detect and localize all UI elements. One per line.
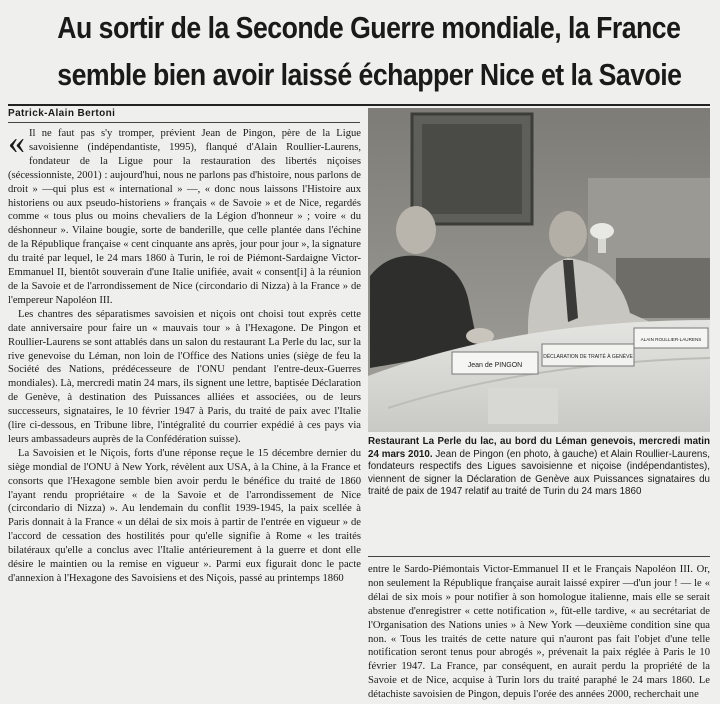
left-column [8,127,361,704]
svg-text:Jean de PINGON: Jean de PINGON [467,362,523,369]
byline-rule [8,122,360,123]
svg-text:ALAIN ROULLIER-LAURENS: ALAIN ROULLIER-LAURENS [640,337,702,342]
right-column [368,563,710,704]
left-paragraph-2: Les chantres des séparatismes savoisien et niçois ont choisi tout exprès cette date anniversaire pour faire un « mauvais tour » à l'Hexagone. De Pingon et Roullier-Laurens se sont attablés dans un salon du restaurant La Perle du lac, sur la rive genevoise du Léman, non loin de l'Office des Nations unies (siège de feu la Société des Nations, prédécesseure de l'ONU pendant l'entre-deux-Guerres mondiales). Là, mercredi matin 24 mars, ils signent une lettre, baptisée Déclaration de Genève, à destination des Puissances alliées et associées, ou de leurs successeurs, signataires, le 10 février 1947 à Paris, du traité de paix avec l'Italie (lire ci-dessous, en Tribune libre, l'intégralité du courrier expédié à ces pays via leurs ambassadeurs auprès de la Confédération suisse). [8,308,361,445]
photo-caption [368,436,710,499]
headline-line-1: Au sortir de la Seconde Guerre mondiale, la France [57,10,681,45]
document [488,388,558,424]
left-paragraph-1 [8,127,361,308]
left-paragraph-1-text: Il ne faut pas s'y tromper, prévient Jean de Pingon, père de la Ligue savoisienne (indépendantiste, 1995), flanqué d'Alain Roullier-Laurens, fondateur de la Ligue pour la restauration des libertés niçoises (sécessionniste, 2001) : aujourd'hui, nous ne parlons pas d'histoire, nous parlons de droit » —qui plus est « international » —, « donc nous laissons l'Histoire aux historiens ou aux pseudo-historiens » français « de Savoie » et de Nice, regardés comme « tous plus ou moins chevaliers de la Légion d'honneur » ; voire « du déshonneur ». Vilaine bougie, sorte de banderille, que celle plantée dans l'échine de la République française « cent cinquante ans après, jour pour jour », la signature du traité par lequel, le 24 mars 1860 à Turin, le roi de Piémont-Sardaigne Victor-Emmanuel II, bientôt souverain d'une Italie unifiée, avait « consent[i] à la réunion de la Savoie et de l'arrondissement de Nice (circondario di Nizza) à la France » de l'empereur Napoléon III. [8,128,361,306]
headline-rule [8,104,710,106]
left-paragraph-3: La Savoisien et le Niçois, forts d'une réponse reçue le 15 décembre dernier du siège mondial de l'ONU à New York, révèlent aux USA, à la Chine, à la France et consorts que l'Hexagone semble bien avoir perdu le bénéfice du traité de 1860 l'ayant rendu propriétaire « de la Savoie et de l'arrondissement de Nice (circondario di Nizza) ». Au lendemain du conflit 1939-1945, la paix scellée à Paris donnait à la France « un délai de six mois à partir de l'entrée en vigueur » de l'accord de cessation des hostilités pour qu'elle signifie à Rome « les traités bilatéraux qu'elle a conclus avec l'Italie antérieurement à la guerre et dont elle désire le maintien ou la remise en vigueur ». Parmi eux figurait donc le pacte d'annexion à l'Hexagone des Savoisiens et des Niçois, passé au printemps 1860 [8,447,361,584]
man-left-head [396,206,436,254]
caption-lead: Restaurant La Perle du lac, au bord du Léman genevois, mercredi matin 24 mars 2010. [368,436,710,460]
placard-right [634,328,708,348]
right-paragraph-1: entre le Sardo-Piémontais Victor-Emmanuel II et le Français Napoléon III. Or, non seulement la République française aurait laissé expirer —d'un jour ! — le « délai de six mois » pour notifier à son homologue italienne, mais elle se serait abstenue d'enregistrer « cette notification », fût-elle tardive, « au secrétariat de l'Organisation des Nations unies » à New York —deuxième condition sine qua non. « Tous les traités de cette nature qui n'auront pas fait l'objet d'une telle notification seront tenus pour abrogés », prévenait la paix réglée à Paris le 10 février 1947. La France, par conséquent, en aurait perdu la propriété de la Savoie et de Nice, acquise à Turin lors du traité paraphé le 24 mars 1860. Le détachiste savoisien de Pingon, depuis l'orée des années 2000, recherchait une [368,564,710,701]
photo [368,108,710,432]
headline-line-2: semble bien avoir laissé échapper Nice et la Savoie [57,57,682,92]
photo-illustration [368,108,710,432]
placard-left [452,352,538,374]
placard-center [542,344,634,366]
headline [57,4,682,98]
dropcap: « [8,127,25,161]
byline: Patrick-Alain Bertoni [8,108,116,119]
caption-body: Jean de Pingon (en photo, à gauche) et Alain Roullier-Laurens, fondateurs respectifs des Ligues savoisienne et niçoise (indépendantistes), viennent de signer la Déclaration de Genève aux Puissances signataires du traité de paix de 1947 relatif au traité de Turin du 24 mars 1860 [368,448,710,498]
man-right-head [549,211,587,257]
svg-text:DÉCLARATION DE TRAITÉ À GENÈVE: DÉCLARATION DE TRAITÉ À GENÈVE [543,354,633,360]
caption-rule [368,556,710,557]
